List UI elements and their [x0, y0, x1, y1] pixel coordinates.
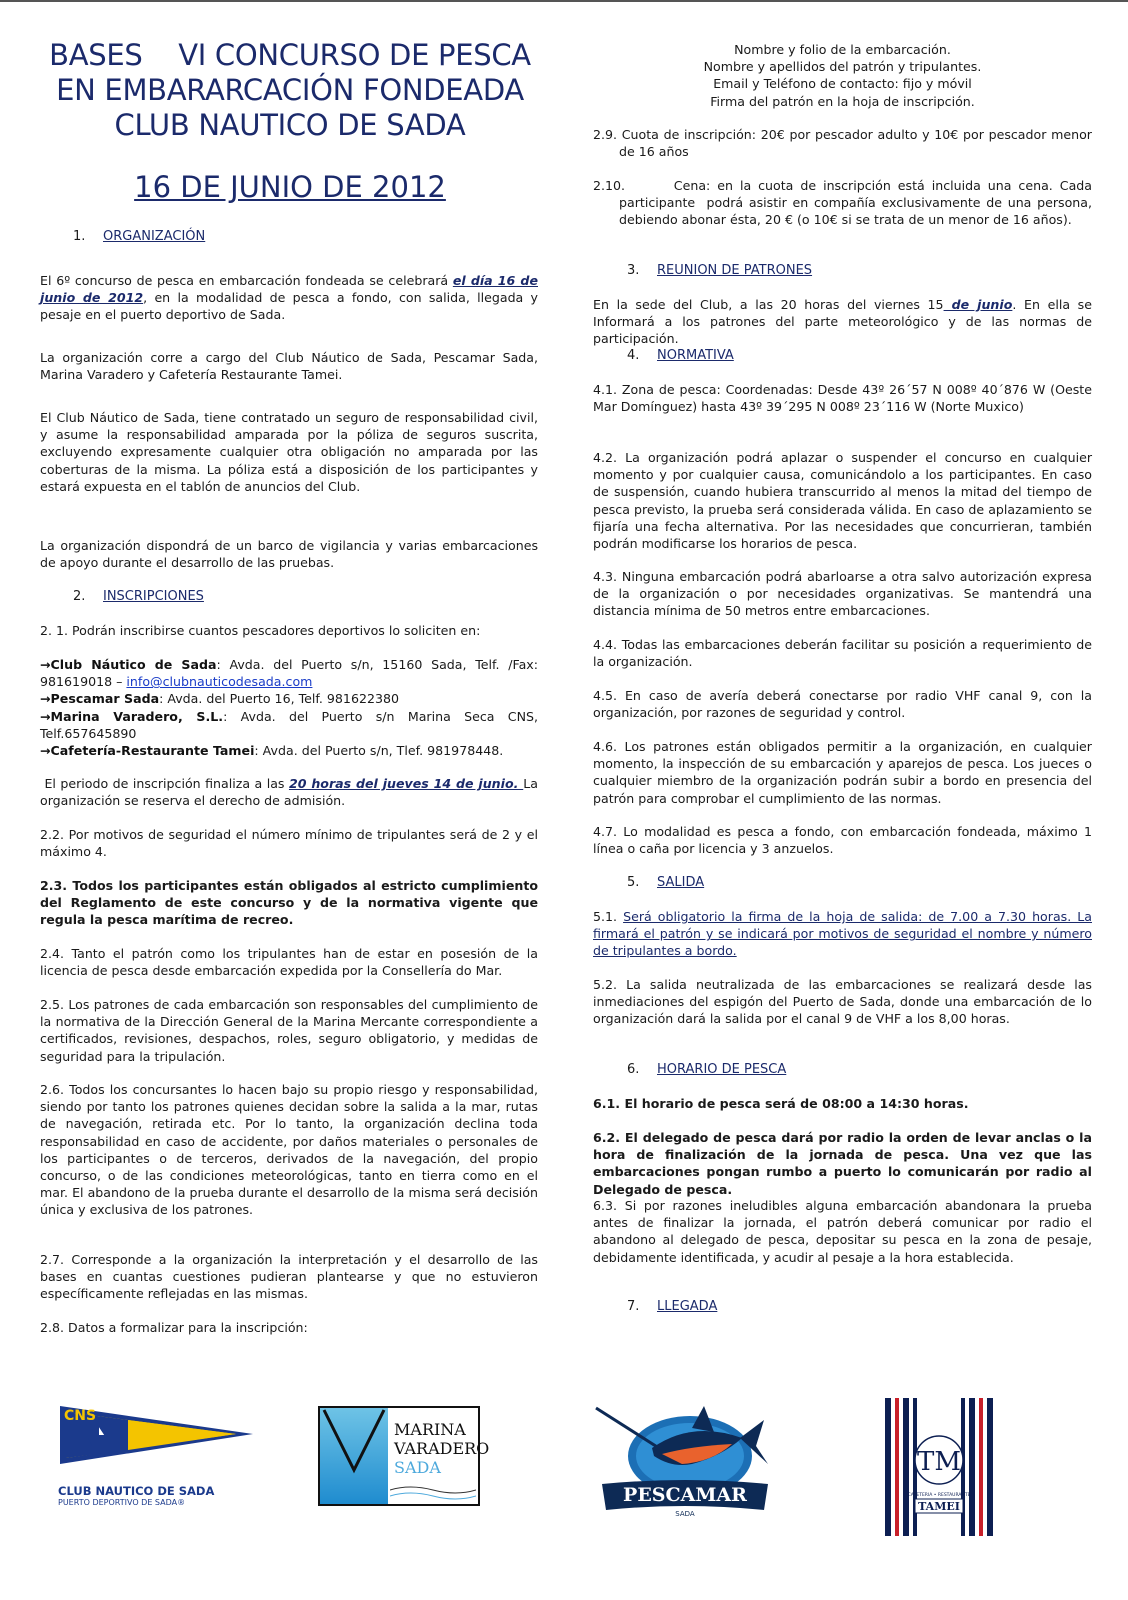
- s5-p52: 5.2. La salida neutralizada de las embarcaciones se realizará desde las inmediaciones del espigón del Puerto de Sada, donde una embarcación de lo organización dará la salida por el canal 9 de VHF a los 8,00 horas.: [593, 977, 1092, 1027]
- s2-p22: 2.2. Por motivos de seguridad el número mínimo de tripulantes será de 2 y el máximo 4.: [40, 827, 538, 860]
- section-5-heading: 5. SALIDA: [627, 875, 705, 890]
- data-item: Email y Teléfono de contacto: fijo y móvil: [713, 76, 972, 92]
- event-date: 16 DE JUNIO DE 2012: [134, 170, 446, 204]
- section-7-heading: 7. LLEGADA: [627, 1299, 718, 1314]
- svg-text:SADA: SADA: [675, 1510, 695, 1518]
- section-2-heading: 2. INSCRIPCIONES: [73, 589, 204, 604]
- logo-club-nautico-sada: [58, 1398, 258, 1508]
- svg-text:PESCAMAR: PESCAMAR: [623, 1484, 747, 1506]
- svg-text:CNS: CNS: [64, 1408, 97, 1424]
- s2-p210: 2.10. Cena: en la cuota de inscripción está incluida una cena. Cada participante podrá asistir en compañía exclusivamente de una persona, debiendo abonar ésta, 20 € (o 10€ si se trata de un menor de 16 años).: [593, 178, 1097, 228]
- s4-p42: 4.2. La organización podrá aplazar o suspender el concurso en cualquier momento y por cualquier causa, comunicándolo a los participantes. En caso de suspensión, cuando hubiera transcurrido al menos la mitad del tiempo de pesca previsto, la prueba será considerada válida. En caso de aplazamiento se fijaría una fecha alternativa. Por las necesidades que concurrieran, también podrán modificarse los horarios de pesca.: [593, 450, 1092, 552]
- mv-text: MARINA VARADERO SADA: [394, 1420, 490, 1477]
- s2-p29: 2.9. Cuota de inscripción: 20€ por pescador adulto y 10€ por pescador menor de 16 años: [593, 127, 1092, 160]
- data-item: Firma del patrón en la hoja de inscripción.: [710, 93, 975, 109]
- tamei-stripes-icon: [885, 1398, 993, 1536]
- water-v-icon: [320, 1408, 388, 1504]
- section-3-heading: 3. REUNION DE PATRONES: [627, 263, 813, 278]
- cns-subtitle: PUERTO DEPORTIVO DE SADA®: [58, 1498, 186, 1507]
- title-line-3: CLUB NAUTICO DE SADA: [114, 108, 466, 142]
- cns-name: CLUB NAUTICO DE SADA: [58, 1484, 215, 1498]
- s4-p45: 4.5. En caso de avería deberá conectarse por radio VHF canal 9, con la organización, por razones de seguridad y control.: [593, 688, 1092, 721]
- svg-text:CAFETERIA • RESTAURANTE: CAFETERIA • RESTAURANTE: [907, 1493, 971, 1498]
- section-1-heading: 1. ORGANIZACIÓN: [73, 229, 206, 244]
- s1-paragraph-1: El 6º concurso de pesca en embarcación fondeada se celebrará el día 16 de junio de 2012, en la modalidad de pesca a fondo, con salida, llegada y pesaje en el puerto deportivo de Sada.: [40, 273, 539, 323]
- registration-data-list: [593, 41, 1092, 110]
- s4-p46: 4.6. Los patrones están obligados permitir a la organización, en cualquier momento, la inspección de su embarcación y aparejos de pesca. Los jueces o cualquier miembro de la organización podrán subir a bordo en presencia del patrón para comprobar el cumplimiento de las normas.: [593, 739, 1092, 806]
- s4-p47: 4.7. Lo modalidad es pesca a fondo, con embarcación fondeada, máximo 1 línea o caña por licencia y 3 anzuelos.: [593, 824, 1092, 857]
- contact-list: [40, 656, 538, 759]
- document-title: [40, 38, 540, 143]
- contact-club-nautico: →Club Náutico de Sada: Avda. del Puerto s/n, 15160 Sada, Telf. /Fax: 981619018 – info@clubnauticodesada.com: [40, 657, 538, 690]
- svg-text:TM: TM: [917, 1447, 961, 1477]
- logo-marina-varadero: [318, 1406, 490, 1506]
- title-line-1: BASES VI CONCURSO DE PESCA: [49, 38, 531, 72]
- svg-text:TAMEI: TAMEI: [918, 1500, 960, 1513]
- s3-paragraph: En la sede del Club, a las 20 horas del viernes 15 de junio. En ella se Informará a los patrones del parte meteorológico y de las normas de participación.: [593, 297, 1092, 347]
- data-item: Nombre y apellidos del patrón y tripulantes.: [703, 59, 982, 75]
- logo-pescamar: [592, 1398, 778, 1518]
- data-item: Nombre y folio de la embarcación.: [734, 42, 951, 57]
- s2-p21: 2. 1. Podrán inscribirse cuantos pescadores deportivos lo soliciten en:: [40, 623, 481, 638]
- s1-paragraph-3: El Club Náutico de Sada, tiene contratado un seguro de responsabilidad civil, y asume la responsabilidad amparada por la póliza de seguros suscrita, excluyendo expresamente cualquier otra obligación no amparada por las coberturas de la misma. La póliza está a disposición de los participantes y estará expuesta en el tablón de anuncios del Club.: [40, 410, 538, 494]
- s1-paragraph-2: La organización corre a cargo del Club Náutico de Sada, Pescamar Sada, Marina Varadero y Cafetería Restaurante Tamei.: [40, 350, 538, 383]
- s4-p41: 4.1. Zona de pesca: Coordenadas: Desde 43º 26´57 N 008º 40´876 W (Oeste Mar Domínguez) hasta 43º 39´295 N 008º 23´116 W (Norte Muxico): [593, 382, 1092, 415]
- s1-paragraph-4: La organización dispondrá de un barco de vigilancia y varias embarcaciones de apoyo durante el desarrollo de las pruebas.: [40, 538, 538, 571]
- top-border: [0, 0, 1128, 2]
- cns-flag-icon: [58, 1398, 258, 1478]
- s6-p63: 6.3. Si por razones ineludibles alguna embarcación abandonara la prueba antes de finalizar la jornada, el patrón deberá comunicar por radio el abandono al delegado de pesca, depositar su pesca en la zona de pesaje, debidamente identificada, y acudir al pesaje a la hora establecida.: [593, 1198, 1092, 1265]
- logo-tamei: [885, 1398, 993, 1536]
- contact-pescamar: →Pescamar Sada: Avda. del Puerto 16, Telf. 981622380: [40, 691, 400, 707]
- s2-p24: 2.4. Tanto el patrón como los tripulantes han de estar en posesión de la licencia de pesca desde embarcación expedida por la Consellería do Mar.: [40, 946, 538, 979]
- s2-p27: 2.7. Corresponde a la organización la interpretación y el desarrollo de las bases en cuantas cuestiones pudieran plantearse y que no estuvieron específicamente reflejadas en las mismas.: [40, 1252, 538, 1302]
- marlin-icon: [592, 1398, 778, 1518]
- s2-p25: 2.5. Los patrones de cada embarcación son responsables del cumplimiento de la normativa de la Dirección General de la Marina Mercante correspondiente a certificados, revisiones, despachos, roles, seguro obligatorio, y medidas de seguridad para la tripulación.: [40, 997, 538, 1064]
- s2-p26: 2.6. Todos los concursantes lo hacen bajo su propio riesgo y responsabilidad, siendo por tanto los patrones quienes decidan sobre la salida a la mar, rutas de navegación, retirada etc. Por lo tanto, la organización declina toda responsabilidad en caso de accidente, por daños materiales o personales de los participantes o de terceros, derivados de la navegación, del propio concurso, o de las condiciones meteorológicas, tanto en tierra como en el mar. El abandono de la prueba durante el desarrollo de la misma será decisión única y exclusiva de los patrones.: [40, 1082, 538, 1218]
- section-6-heading: 6. HORARIO DE PESCA: [627, 1062, 787, 1077]
- title-line-2: EN EMBARARCACIÓN FONDEADA: [56, 73, 524, 107]
- s2-p28: 2.8. Datos a formalizar para la inscripción:: [40, 1320, 308, 1335]
- sponsor-logos: [0, 1398, 1128, 1558]
- wave-lines-icon: [390, 1484, 476, 1504]
- s6-p62: 6.2. El delegado de pesca dará por radio la orden de levar anclas o la hora de finalización de la jornada de pesca. Una vez que las embarcaciones pongan rumbo a puerto lo comunicarán por radio al Delegado de pesca.: [593, 1130, 1092, 1197]
- s4-p44: 4.4. Todas las embarcaciones deberán facilitar su posición a requerimiento de la organización.: [593, 637, 1092, 670]
- s5-p51: 5.1. Será obligatorio la firma de la hoja de salida: de 7.00 a 7.30 horas. La firmará el patrón y se indicará por motivos de seguridad el nombre y número de tripulantes a bordo.: [593, 909, 1092, 959]
- s4-p43: 4.3. Ninguna embarcación podrá abarloarse a otra salvo autorización expresa de la organización o por necesidades organizativas. Se mantendrá una distancia mínima de 50 metros entre embarcaciones.: [593, 569, 1092, 619]
- contact-marina-varadero: →Marina Varadero, S.L.: Avda. del Puerto s/n Marina Seca CNS, Telf.657645890: [40, 708, 538, 741]
- s6-p61: 6.1. El horario de pesca será de 08:00 a 14:30 horas.: [593, 1096, 969, 1111]
- s2-p23: 2.3. Todos los participantes están obligados al estricto cumplimiento del Reglamento de este concurso y de la normativa vigente que regula la pesca marítima de recreo.: [40, 878, 538, 928]
- s2-period: El periodo de inscripción finaliza a las 20 horas del jueves 14 de junio. La organización se reserva el derecho de admisión.: [40, 776, 538, 809]
- email-link[interactable]: info@clubnauticodesada.com: [126, 674, 313, 690]
- section-4-heading: 4. NORMATIVA: [627, 348, 734, 363]
- contact-tamei: →Cafetería-Restaurante Tamei: Avda. del Puerto s/n, Tlef. 981978448.: [40, 743, 504, 759]
